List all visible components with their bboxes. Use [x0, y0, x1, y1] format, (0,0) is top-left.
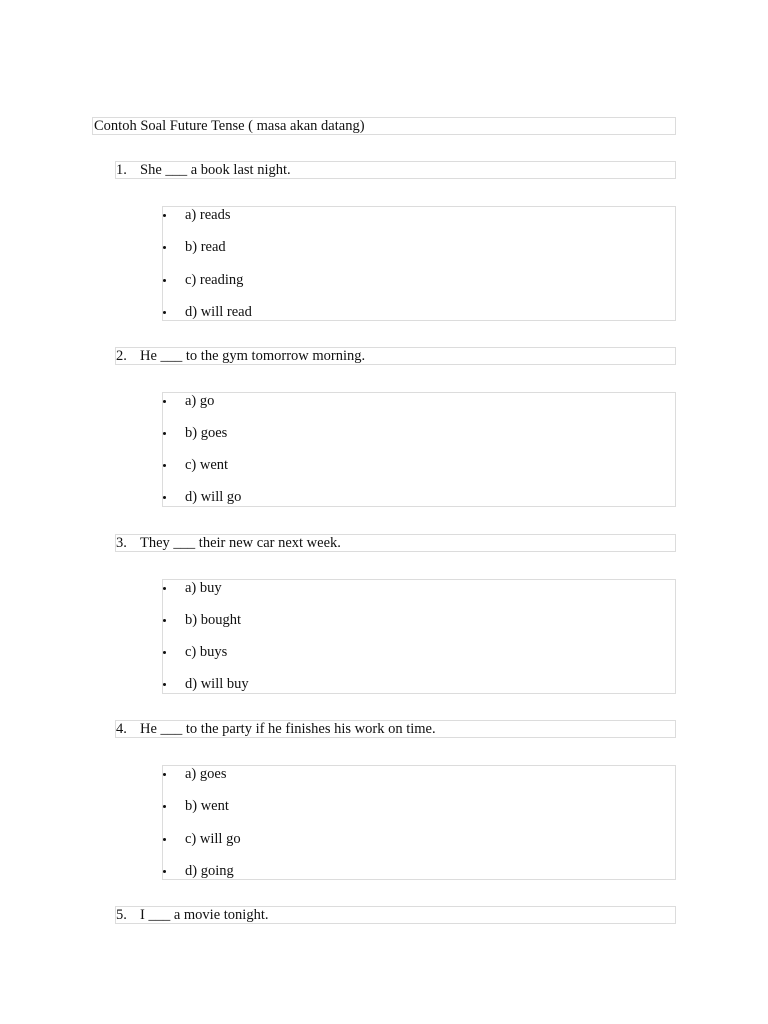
option-label: b) goes	[185, 425, 228, 441]
question-text: He ___ to the party if he finishes his work on time.	[140, 721, 436, 737]
bullet-icon	[163, 587, 166, 590]
option-label: b) went	[185, 798, 229, 814]
option-item	[163, 425, 675, 441]
question-number: 2.	[116, 348, 127, 364]
bullet-icon	[163, 773, 166, 776]
option-item	[163, 207, 675, 223]
bullet-icon	[163, 683, 166, 686]
question-text: She ___ a book last night.	[140, 162, 291, 178]
question-number: 4.	[116, 721, 127, 737]
option-label: c) buys	[185, 644, 228, 660]
option-label: a) reads	[185, 207, 231, 223]
bullet-icon	[163, 651, 166, 654]
bullet-icon	[163, 246, 166, 249]
option-label: a) goes	[185, 766, 227, 782]
option-label: d) will read	[185, 304, 252, 320]
question-text: They ___ their new car next week.	[140, 535, 341, 551]
bullet-icon	[163, 432, 166, 435]
question-3	[115, 534, 676, 552]
bullet-icon	[163, 805, 166, 808]
option-item	[163, 798, 675, 814]
option-item	[163, 612, 675, 628]
question-number: 3.	[116, 535, 127, 551]
option-label: a) buy	[185, 580, 222, 596]
option-item	[163, 863, 675, 879]
options-list-3	[162, 579, 676, 694]
option-item	[163, 272, 675, 288]
question-5	[115, 906, 676, 924]
bullet-icon	[163, 838, 166, 841]
bullet-icon	[163, 214, 166, 217]
option-label: b) read	[185, 239, 226, 255]
option-item	[163, 489, 675, 505]
question-text: He ___ to the gym tomorrow morning.	[140, 348, 366, 364]
question-number: 1.	[116, 162, 127, 178]
option-item	[163, 580, 675, 596]
bullet-icon	[163, 311, 166, 314]
option-item	[163, 393, 675, 409]
bullet-icon	[163, 619, 166, 622]
option-label: d) will go	[185, 489, 242, 505]
document-title-text: Contoh Soal Future Tense ( masa akan datang)	[94, 118, 365, 134]
question-4	[115, 720, 676, 738]
question-number: 5.	[116, 907, 127, 923]
bullet-icon	[163, 496, 166, 499]
option-item	[163, 831, 675, 847]
bullet-icon	[163, 400, 166, 403]
option-item	[163, 644, 675, 660]
option-label: c) will go	[185, 831, 241, 847]
option-label: d) will buy	[185, 676, 249, 692]
option-item	[163, 239, 675, 255]
options-list-2	[162, 392, 676, 507]
option-item	[163, 676, 675, 692]
bullet-icon	[163, 870, 166, 873]
option-item	[163, 304, 675, 320]
option-label: b) bought	[185, 612, 241, 628]
option-item	[163, 457, 675, 473]
bullet-icon	[163, 464, 166, 467]
option-label: c) reading	[185, 272, 244, 288]
question-1	[115, 161, 676, 179]
document-title	[92, 117, 676, 135]
question-text: I ___ a movie tonight.	[140, 907, 269, 923]
question-2	[115, 347, 676, 365]
option-label: d) going	[185, 863, 234, 879]
option-label: a) go	[185, 393, 215, 409]
options-list-1	[162, 206, 676, 321]
options-list-4	[162, 765, 676, 880]
bullet-icon	[163, 279, 166, 282]
option-label: c) went	[185, 457, 229, 473]
option-item	[163, 766, 675, 782]
